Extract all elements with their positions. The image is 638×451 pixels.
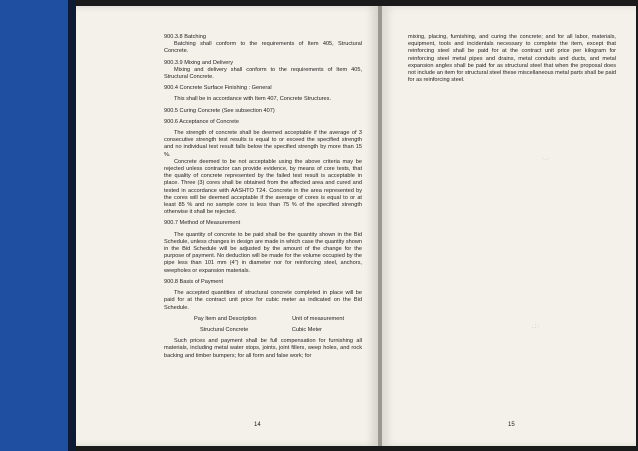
- finishing-heading: 900.4 Concrete Surface Finishing : General: [164, 85, 272, 92]
- continuation-text: mixing, placing, furnishing, and curing the concrete; and for all labor, materials, equipment, tools and incidentals necessary to complete the item, except that reinforcing steel shall be paid for at the contract unit price per kilogram for reinforcing steel metal pipes and drains, metal conduits and ducts, and metal expansion angles shall be paid for as structural steel that when the proposal does not include an item for structural steel these miscellaneous metal parts shall be paid for as reinforcing steel.: [408, 34, 616, 84]
- pay-item-heading: Pay Item and Description: [194, 315, 257, 322]
- acceptance-text-2: Concrete deemed to be not acceptable using the above criteria may be rejected unless contractor can provide evidence, by means of core tests, that the quality of concrete represented by the failed test result is acceptable in place. Three (3) cores shall be obtained from the affected area and cured and tested in accordance with AASHTO T24. Concrete in the area represented by the cores will be deemed acceptable if the average of cores is equal to or at least 85 % and no sample core is less than 75 % of the specified strength otherwise it shall be rejected.: [164, 158, 362, 216]
- curing-heading: 900.5 Curing Concrete (See subsection 407): [164, 107, 275, 114]
- finishing-text: This shall be in accordance with Item 407, Concrete Structures.: [174, 96, 332, 103]
- acceptance-text-1: The strength of concrete shall be deemed acceptable if the average of 3 consecutive strength test results is equal to or exceed the specified strength and no individual test result falls below the specified strength by more than 15 %.: [164, 130, 362, 158]
- binding-edge: [0, 0, 68, 451]
- measurement-text: The quantity of concrete to be paid shall be the quantity shown in the Bid Schedule, unless changes in design are made in which case the quantity shown in the Bid Schedule will be adjusted by the amount of the change for the purpose of payment. No deduction will be made for the volume occupied by the pipe less than 101 mm (4") in diameter nor for reinforcing steel, anchors, weepholes or expansion materials.: [164, 231, 362, 274]
- compensation-text: Such prices and payment shall be full compensation for furnishing all materials, including metal water stops, joints, joint fillers, weep holes, and rock backing and timber bumpers; for all form and false work; for: [164, 338, 362, 359]
- paper-speck: .:·: [532, 324, 541, 330]
- pay-item-value: Structural Concrete: [200, 326, 249, 333]
- mixing-text: Mixing and delivery shall conform to the requirements of Item 405, Structural Concrete.: [164, 66, 362, 81]
- paper-speck: ·.·: [542, 156, 551, 162]
- mixing-heading: 900.3.9 Mixing and Delivery: [164, 59, 234, 66]
- acceptance-heading: 900.6 Acceptance of Concrete: [164, 118, 239, 125]
- payment-heading: 900.8 Basis of Payment: [164, 278, 224, 285]
- batching-text: Batching shall conform to the requirements of Item 405, Structural Concrete.: [164, 41, 362, 55]
- left-page: [76, 6, 378, 446]
- payment-text: The accepted quantities of structural concrete completed in place will be paid for at the contract unit price for cubic meter as indicated on the Bid Schedule.: [164, 290, 362, 311]
- binding-shadow: [68, 0, 76, 451]
- pay-table-row: [164, 327, 362, 334]
- measurement-heading: 900.7 Method of Measurement: [164, 220, 241, 227]
- page-number-right: 15: [508, 422, 515, 428]
- batching-heading: 900.3.8 Batching: [164, 34, 206, 40]
- right-page: [382, 6, 636, 446]
- unit-value: Cubic Meter: [291, 326, 322, 333]
- pay-table-header: [164, 316, 362, 323]
- page-number-left: 14: [254, 422, 261, 428]
- unit-heading: Unit of measurement: [292, 315, 344, 322]
